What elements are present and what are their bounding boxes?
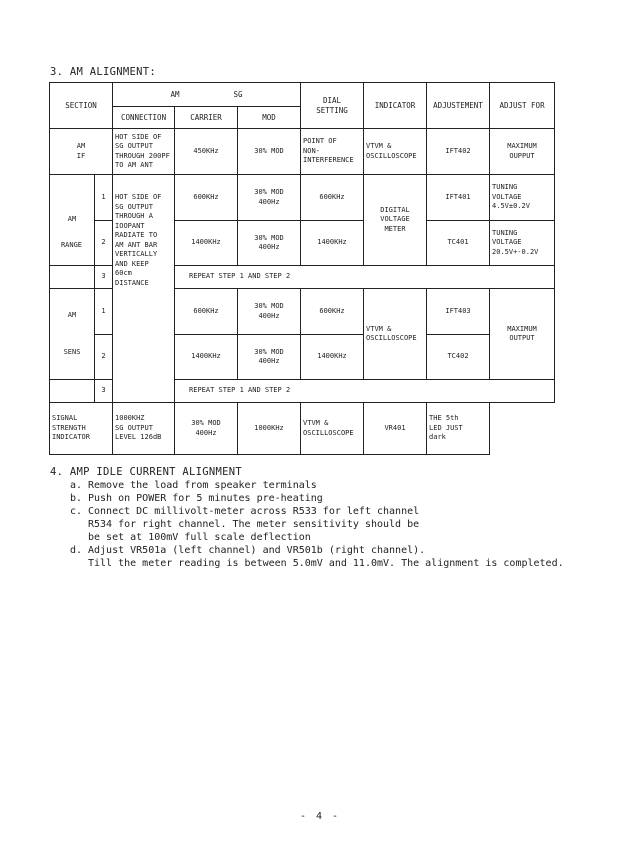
am-range-section-bottom: RANGE — [60, 241, 83, 249]
header-adjust-for: ADJUST FOR — [490, 83, 555, 129]
am-range-step3-num: 3 — [95, 266, 113, 289]
am-sens-step2-num: 2 — [95, 335, 113, 380]
am-sens-step2-mod: 30% MOD 400Hz — [238, 335, 301, 380]
am-range-step1-num: 1 — [95, 175, 113, 221]
header-am: AM — [170, 89, 180, 99]
signal-section: SIGNAL STRENGTH INDICATOR — [50, 403, 113, 455]
step-letter: a. — [70, 480, 83, 491]
am-range-step1-dial: 600KHz — [301, 175, 364, 221]
am-if-dial: POINT OF NON- INTERFERENCE — [301, 129, 364, 175]
am-if-carrier: 450KHz — [175, 129, 238, 175]
page-number: - 4 - — [299, 811, 341, 822]
am-sens-section — [50, 289, 95, 380]
header-section: SECTION — [50, 83, 113, 129]
step-letter: c. — [70, 506, 83, 517]
signal-dial: 1000KHz — [238, 403, 301, 455]
am-range-indicator: DIGITAL VOLTAGE METER — [364, 175, 427, 266]
am-sens-section-top: AM — [67, 310, 77, 319]
idle-current-steps — [70, 479, 564, 570]
signal-indicator: VTVM & OSCILLOSCOPE — [301, 403, 364, 455]
am-range-step1-adjustement: IFT401 — [427, 175, 490, 221]
signal-connection-carrier: 1000KHZ SG OUTPUT LEVEL 126dB — [113, 403, 175, 455]
am-range-section-top: AM — [50, 175, 95, 266]
am-sens-step1-carrier: 600KHz — [175, 289, 238, 335]
step-text: Adjust VR501a (left channel) and VR501b (right channel). Till the meter reading is between 5.0mV and 11.0mV. The alignment is completed. — [88, 545, 564, 569]
header-mod: MOD — [238, 107, 301, 129]
header-sg: SG — [233, 89, 243, 99]
am-sens-step1-mod: 30% MOD 400Hz — [238, 289, 301, 335]
am-sens-section-bottom-spacer — [50, 380, 95, 403]
header-carrier: CARRIER — [175, 107, 238, 129]
am-sens-step2-dial: 1400KHz — [301, 335, 364, 380]
am-sens-step1-adjustement: IFT403 — [427, 289, 490, 335]
am-range-step2-adjustement: TC401 — [427, 221, 490, 266]
am-if-indicator: VTVM & OSCILLOSCOPE — [364, 129, 427, 175]
signal-mod: 30% MOD 400Hz — [175, 403, 238, 455]
am-sens-section-bottom: SENS — [63, 348, 81, 356]
section-3-title: 3. AM ALIGNMENT: — [50, 66, 156, 78]
am-range-step3-text: REPEAT STEP 1 AND STEP 2 — [175, 266, 555, 289]
am-range-step2-mod: 30% MOD 400Hz — [238, 221, 301, 266]
am-sens-step3-num: 3 — [95, 380, 113, 403]
am-range-step2-carrier: 1400KHz — [175, 221, 238, 266]
step-item — [70, 492, 564, 505]
shared-connection: HOT SIDE OF SG OUTPUT THROUGH A IOOPANT RADIATE TO AM ANT BAR VERTICALLY AND KEEP 60cm DISTANCE — [113, 175, 175, 403]
step-text: Remove the load from speaker terminals — [88, 480, 317, 491]
am-if-mod: 30% MOD — [238, 129, 301, 175]
header-dial-setting: DIAL SETTING — [301, 83, 364, 129]
step-text: Connect DC millivolt-meter across R533 for left channel R534 for right channel. The meter sensitivity should be be set at 100mV full scale deflection — [88, 506, 420, 543]
step-letter: b. — [70, 493, 83, 504]
am-sens-step1-num: 1 — [95, 289, 113, 335]
am-sens-adjust-for: MAXIMUM OUTPUT — [490, 289, 555, 380]
header-adjustement: ADJUSTEMENT — [427, 83, 490, 129]
am-sens-step3-text: REPEAT STEP 1 AND STEP 2 — [175, 380, 555, 403]
signal-adjustement: VR401 — [364, 403, 427, 455]
am-sens-step1-dial: 600KHz — [301, 289, 364, 335]
am-if-adjustement: IFT402 — [427, 129, 490, 175]
am-range-step1-adjust-for: TUNING VOLTAGE 4.5V±0.2V — [490, 175, 555, 221]
header-am-sg — [113, 83, 301, 107]
am-if-adjust-for: MAXIMUM OUPPUT — [490, 129, 555, 175]
header-indicator: INDICATOR — [364, 83, 427, 129]
am-range-step2-dial: 1400KHz — [301, 221, 364, 266]
am-alignment-table — [49, 82, 555, 455]
header-connection: CONNECTION — [113, 107, 175, 129]
step-item — [70, 505, 564, 544]
am-range-step1-mod: 30% MOD 400Hz — [238, 175, 301, 221]
am-sens-step2-adjustement: TC402 — [427, 335, 490, 380]
am-sens-indicator: VTVM & OSCILLOSCOPE — [364, 289, 427, 380]
step-item — [70, 544, 564, 570]
step-text: Push on POWER for 5 minutes pre-heating — [88, 493, 323, 504]
am-range-step1-carrier: 600KHz — [175, 175, 238, 221]
am-range-step2-num: 2 — [95, 221, 113, 266]
signal-adjust-for: THE 5th LED JUST dark — [427, 403, 490, 455]
step-item — [70, 479, 564, 492]
am-range-step2-adjust-for: TUNING VOLTAGE 20.5V+-0.2V — [490, 221, 555, 266]
am-sens-step2-carrier: 1400KHz — [175, 335, 238, 380]
section-4-title: 4. AMP IDLE CURRENT ALIGNMENT — [50, 466, 243, 478]
am-if-connection: HOT SIDE OF SG OUTPUT THROUGH 200PF TO AM ANT — [113, 129, 175, 175]
step-letter: d. — [70, 545, 83, 556]
am-range-section-bottom-spacer — [50, 266, 95, 289]
am-if-section: AM IF — [50, 129, 113, 175]
